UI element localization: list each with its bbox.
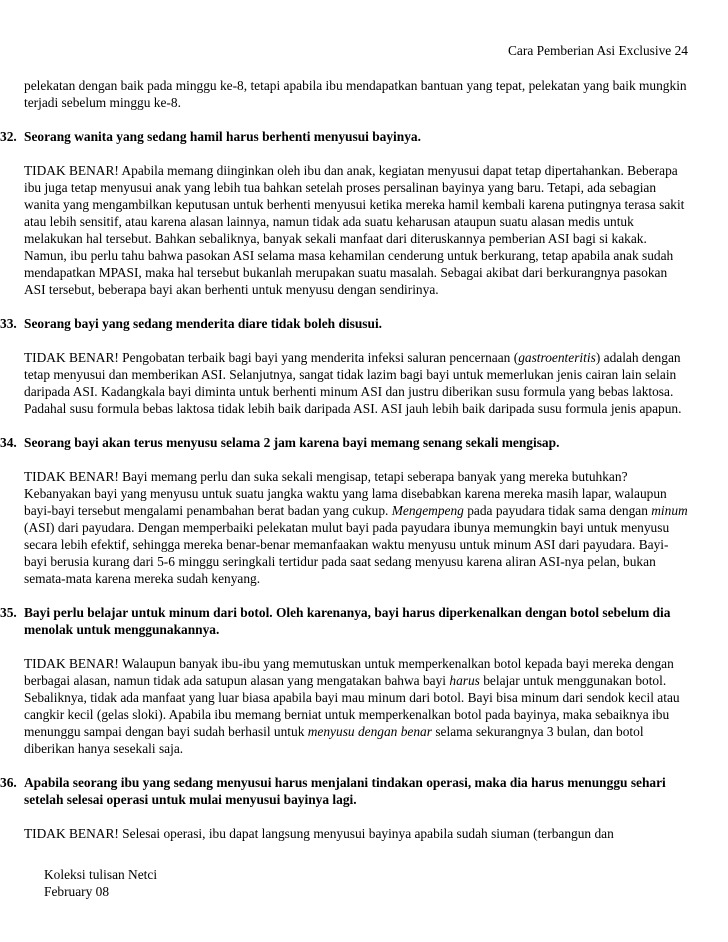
answer-italic-term: minum bbox=[651, 503, 688, 518]
question-number: 35. bbox=[0, 605, 17, 620]
question-number: 33. bbox=[0, 316, 17, 331]
question-32 bbox=[0, 128, 688, 145]
answer-text: selama sekurangnya 3 bulan, dan botol diberikan hanya sesekali saja. bbox=[24, 724, 644, 756]
question-33 bbox=[0, 315, 688, 332]
answer-32 bbox=[24, 162, 688, 298]
question-35 bbox=[0, 604, 688, 638]
answer-text: TIDAK BENAR! Apabila memang diinginkan oleh ibu dan anak, kegiatan menyusui dapat tetap dipertahankan. Beberapa ibu juga tetap menyusui anak yang lebih tua bahkan setelah proses persalinan bayinya yang baru. Tetapi, ada sebagian wanita yang mengambilkan keputusan untuk berhenti menyusui ketika mereka hamil kembali karena putingnya terasa sakit atau lebih sensitif, atau karena alasan lainnya, namun tidak ada suatu keharusan ataupun suatu alasan medis untuk melakukan hal tersebut. Bahkan sebaliknya, banyak sekali manfaat dari diteruskannya pemberian ASI bagi si kakak. Namun, ibu perlu tahu bahwa pasokan ASI selama masa kehamilan cenderung untuk berkurang, tetap apabila anak sudah mendapatkan MPASI, maka hal tersebut bukanlah merupakan suatu masalah. Sebagai akibat dari berkurangnya pasokan ASI tersebut, beberapa bayi akan berhenti untuk menyusu dengan sendirinya. bbox=[24, 163, 685, 297]
question-36 bbox=[0, 774, 688, 808]
answer-text: TIDAK BENAR! Selesai operasi, ibu dapat langsung menyusui bayinya apabila sudah siuman (terbangun dan bbox=[24, 826, 614, 841]
answer-text: (ASI) dari payudara. Dengan memperbaiki pelekatan mulut bayi pada payudara ibunya memungkin bayi untuk menyusu secara lebih efektif, sehingga mereka benar-benar memanfaakan waktu menyusu untuk minum ASI dari payudara. Bayi-bayi berusia kurang dari 5-6 minggu seringkali tertidur pada saat sedang menyusu karena aliran ASI-nya pelan, bukan semata-mata karena mereka sudah kenyang. bbox=[24, 520, 670, 586]
answer-text: ) adalah dengan tetap menyusui dan memberikan ASI. Selanjutnya, sangat tidak lazim bagi bayi untuk memerlukan jenis cairan lain selain daripada ASI. Kadangkala bayi diminta untuk berhenti minum ASI dan justru diberikan susu formula yang bebas laktosa. Padahal susu formula bebas laktosa tidak lebih baik daripada ASI. ASI jauh lebih baik daripada susu formula jenis apapun. bbox=[24, 350, 682, 416]
question-number: 36. bbox=[0, 775, 17, 790]
answer-text: pada payudara tidak sama dengan bbox=[463, 503, 652, 518]
document-body bbox=[0, 77, 710, 842]
question-text: Bayi perlu belajar untuk minum dari botol. Oleh karenanya, bayi harus diperkenalkan dengan botol sebelum dia menolak untuk menggunakannya. bbox=[24, 605, 671, 637]
answer-33 bbox=[24, 349, 688, 417]
answer-34 bbox=[24, 468, 688, 587]
footer-collection: Koleksi tulisan Netci bbox=[44, 867, 158, 882]
answer-text: TIDAK BENAR! Bayi memang perlu dan suka sekali mengisap, tetapi seberapa banyak yang mereka butuhkan? Kebanyakan bayi yang menyusu untuk suatu jangka waktu yang lama disebabkan karena mereka masih lapar, walaupun bayi-bayi tersebut mengalami penambahan berat badan yang cukup. bbox=[24, 469, 667, 518]
answer-italic-term: menyusu dengan benar bbox=[307, 724, 432, 739]
question-text: Apabila seorang ibu yang sedang menyusui harus menjalani tindakan operasi, maka dia harus menunggu sehari setelah selesai operasi untuk mulai menyusui bayinya lagi. bbox=[24, 775, 666, 807]
question-text: Seorang wanita yang sedang hamil harus berhenti menyusui bayinya. bbox=[24, 129, 421, 144]
intro-paragraph: pelekatan dengan baik pada minggu ke-8, tetapi apabila ibu mendapatkan bantuan yang tepat, pelekatan yang baik mungkin terjadi sebelum minggu ke-8. bbox=[24, 78, 687, 110]
question-text: Seorang bayi akan terus menyusu selama 2 jam karena bayi memang senang sekali mengisap. bbox=[24, 435, 560, 450]
question-34 bbox=[0, 434, 688, 451]
answer-text: TIDAK BENAR! Pengobatan terbaik bagi bayi yang menderita infeksi saluran pencernaan ( bbox=[24, 350, 519, 365]
answer-text: belajar untuk menggunakan botol. Sebaliknya, tidak ada manfaat yang luar biasa apabila bayi mau minum dari botol. Bayi bisa minum dari sendok kecil atau cangkir kecil (gelas sloki). Apabila ibu memang berniat untuk memperkenalkan botol pada bayinya, maka sebaiknya ibu menunggu sampai dengan bayi sudah berhasil untuk bbox=[24, 673, 680, 739]
footer-date: February 08 bbox=[44, 884, 110, 899]
answer-italic-term: Mengempeng bbox=[391, 503, 464, 518]
answer-35 bbox=[24, 655, 688, 757]
question-text: Seorang bayi yang sedang menderita diare tidak boleh disusui. bbox=[24, 316, 383, 331]
answer-text: TIDAK BENAR! Walaupun banyak ibu-ibu yang memutuskan untuk memperkenalkan botol kepada bayi mereka dengan berbagai alasan, namun tidak ada satupun alasan yang mengatakan bahwa bayi bbox=[24, 656, 674, 688]
answer-36 bbox=[24, 825, 688, 842]
question-number: 34. bbox=[0, 435, 17, 450]
answer-italic-term: harus bbox=[449, 673, 480, 688]
page-header: Cara Pemberian Asi Exclusive 24 bbox=[508, 43, 688, 58]
question-number: 32. bbox=[0, 129, 17, 144]
page-footer bbox=[44, 866, 157, 900]
answer-italic-term: gastroenteritis bbox=[518, 350, 596, 365]
